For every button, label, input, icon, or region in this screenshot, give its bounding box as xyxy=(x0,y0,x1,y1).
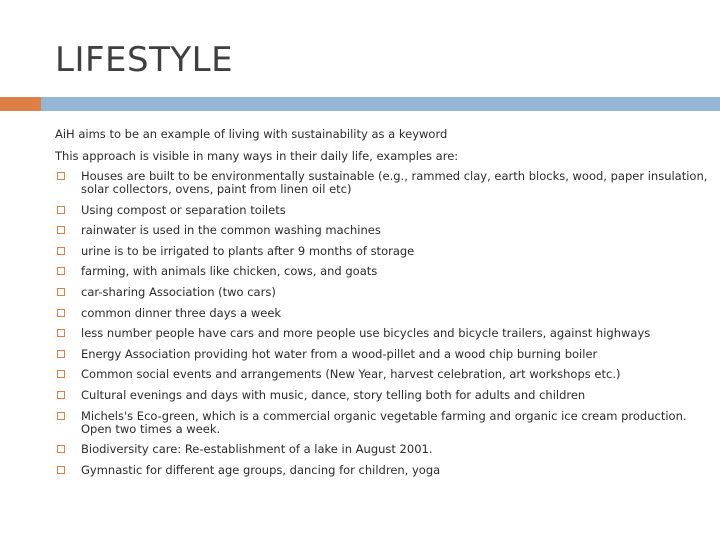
list-item-text: Energy Association providing hot water from a wood-pillet and a wood chip burning boiler xyxy=(81,346,598,361)
list-item-text: Michels's Eco-green, which is a commercial organic vegetable farming and organic ice cream production. Open two times a week. xyxy=(81,408,687,436)
list-item-text: less number people have cars and more people use bicycles and bicycle trailers, against highways xyxy=(81,326,651,341)
list-item-text: Biodiversity care: Re-establishment of a lake in August 2001. xyxy=(81,442,433,457)
list-item xyxy=(55,464,710,477)
bullet-list xyxy=(55,170,710,477)
list-item xyxy=(55,443,710,456)
list-item-text: car-sharing Association (two cars) xyxy=(81,284,276,299)
square-bullet-icon xyxy=(57,391,65,399)
square-bullet-icon xyxy=(57,226,65,234)
list-item xyxy=(55,410,710,436)
square-bullet-icon xyxy=(57,445,65,453)
square-bullet-icon xyxy=(57,350,65,358)
slide-body xyxy=(55,127,710,484)
list-item xyxy=(55,368,710,381)
square-bullet-icon xyxy=(57,172,65,180)
square-bullet-icon xyxy=(57,370,65,378)
square-bullet-icon xyxy=(57,206,65,214)
slide-title: LIFESTYLE xyxy=(55,40,234,80)
list-item xyxy=(55,204,710,217)
intro-line: AiH aims to be an example of living with sustainability as a keyword xyxy=(55,127,448,141)
list-item xyxy=(55,389,710,402)
title-accent-bar xyxy=(0,97,41,111)
list-item xyxy=(55,265,710,278)
list-item-text: common dinner three days a week xyxy=(81,305,282,320)
square-bullet-icon xyxy=(57,267,65,275)
intro-line: This approach is visible in many ways in their daily life, examples are: xyxy=(55,148,459,163)
list-item-text: Houses are built to be environmentally sustainable (e.g., rammed clay, earth blocks, wood, paper insulation, solar collectors, ovens, paint from linen oil etc) xyxy=(81,169,708,196)
list-item-text: Using compost or separation toilets xyxy=(81,202,286,217)
list-item xyxy=(55,286,710,299)
list-item xyxy=(55,327,710,340)
list-item-text: Gymnastic for different age groups, dancing for children, yoga xyxy=(81,462,441,477)
list-item-text: Common social events and arrangements (New Year, harvest celebration, art workshops etc.) xyxy=(81,367,621,382)
list-item-text: urine is to be irrigated to plants after 9 months of storage xyxy=(81,243,415,258)
list-item-text: farming, with animals like chicken, cows, and goats xyxy=(81,264,378,279)
list-item xyxy=(55,245,710,258)
list-item xyxy=(55,170,710,196)
list-item xyxy=(55,307,710,320)
list-item xyxy=(55,224,710,237)
square-bullet-icon xyxy=(57,309,65,317)
list-item-text: rainwater is used in the common washing machines xyxy=(81,223,381,238)
list-item xyxy=(55,348,710,361)
square-bullet-icon xyxy=(57,412,65,420)
title-divider-bar xyxy=(41,97,720,111)
square-bullet-icon xyxy=(57,329,65,337)
square-bullet-icon xyxy=(57,288,65,296)
list-item-text: Cultural evenings and days with music, dance, story telling both for adults and children xyxy=(81,387,586,402)
square-bullet-icon xyxy=(57,247,65,255)
square-bullet-icon xyxy=(57,466,65,474)
